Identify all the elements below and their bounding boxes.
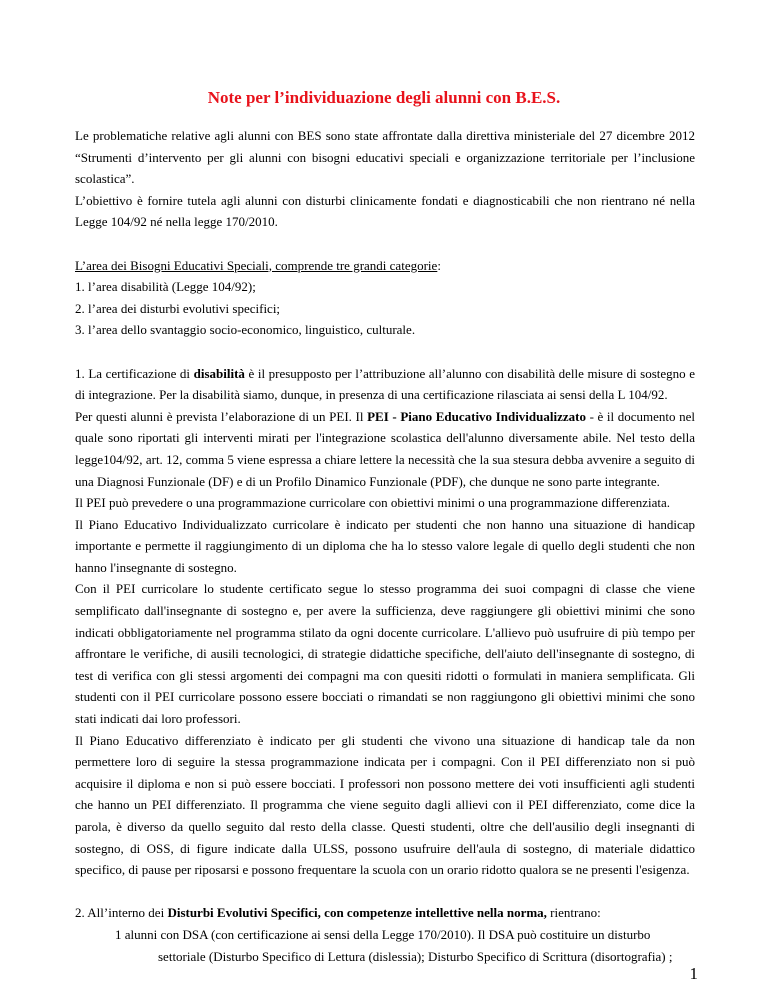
- text-run: 1. La certificazione di: [75, 365, 194, 381]
- category-item: 1. l’area disabilità (Legge 104/92);: [75, 279, 256, 295]
- developmental-paragraph: [75, 902, 695, 924]
- text-run: Per questi alunni è prevista l’elaborazione di un PEI. Il: [75, 408, 368, 424]
- text-run: - è il documento nel quale sono riportati gli interventi mirati per l'integrazione scolastica dell'alunno diversamente abile. Nel testo della legge104/92, art. 12, comma 5 viene espressa a chiare lettere la necessità che la sua stesura debba avvenire a seguito di una Diagnosi Funzionale (DF) e di un Profilo Dinamico Funzionale (PDF), che dunque ne sono parte integrante.: [75, 408, 696, 489]
- text-run: è il presupposto per l’attribuzione all’alunno con disabilità delle misure di sostegno e di integrazione. Per la disabilità siamo, dunque, in presenza di una certificazione rilasciata ai sensi della L 104/92.: [75, 365, 695, 403]
- bold-term: Disturbi Evolutivi Specifici, con competenze intellettive nella norma,: [167, 905, 547, 921]
- text-run: 2. All’interno dei: [75, 905, 168, 921]
- disability-paragraph-1: [75, 363, 695, 406]
- intro-paragraph-2: L’obiettivo è fornire tutela agli alunni con disturbi clinicamente fondati e diagnosticabili che non rientrano né nella Legge 104/92 né nella legge 170/2010.: [75, 192, 695, 230]
- category-item: 3. l’area dello svantaggio socio-economico, linguistico, culturale.: [75, 322, 416, 338]
- disability-paragraph-5: Con il PEI curricolare lo studente certificato segue lo stesso programma dei suoi compagni di classe che viene semplificato dall'insegnante di sostegno e, per avere la sufficienza, deve raggiungere gli obiettivi minimi che sono indicati obbligatoriamente nel programma stilato da ogni docente curricolare. L'allievo può usufruire di più tempo per affrontare le verifiche, di ausili tecnologici, di strategie didattiche specifiche, dell'aiuto dell'insegnante di sostegno, di test di verifica con gli stessi argomenti dei compagni ma con quesiti ridotti o formulati in maniera semplificata. Gli studenti con il PEI curricolare possono essere bocciati o rimandati se non raggiungono gli obiettivi minimi che sono stati indicati dai loro professori.: [75, 581, 695, 727]
- page-number: 1: [689, 964, 698, 983]
- intro-paragraph-1: Le problematiche relative agli alunni con BES sono state affrontate dalla direttiva ministeriale del 27 dicembre 2012 “Strumenti d’intervento per gli alunni con bisogni educativi speciali e organizzazione territoriale per l’inclusione scolastica”.: [75, 128, 695, 187]
- disability-paragraph-6: Il Piano Educativo differenziato è indicato per gli studenti che vivono una situazione di handicap tale da non permettere loro di seguire la stessa programmazione indicata per i compagni. Con il PEI differenziato non si può acquisire il diploma e non si può essere bocciati. I professori non possono mettere dei voti insufficienti agli studenti che hanno un PEI differenziato. Il programma che viene seguito dagli allievi con il PEI differenziato, come dice la parola, è diverso da quello seguito dal resto della classe. Questi studenti, oltre che dell'ausilio degli insegnanti di sostegno, di OSS, di figure indicate dalla ULSS, possono usufruire dell'aula di sostegno, di materiale didattico specifico, di pause per riposarsi e possono frequentare la scuola con un orario ridotto qualora se ne presenti l'esigenza.: [75, 732, 695, 878]
- area-heading-text: L’area dei Bisogni Educativi Speciali, comprende tre grandi categorie: [75, 257, 438, 273]
- disability-paragraph-4: Il Piano Educativo Individualizzato curricolare è indicato per studenti che non hanno una situazione di handicap importante e permette il raggiungimento di un diploma che ha lo stesso valore legale di quello degli studenti che non hanno l'insegnante di sostegno.: [75, 516, 695, 575]
- dsa-item-line-2: settoriale (Disturbo Specifico di Lettura (dislessia); Disturbo Specifico di Scrittura (disortografia) ;: [158, 948, 673, 964]
- disability-paragraph-2: [75, 406, 695, 492]
- area-heading-suffix: :: [437, 257, 441, 273]
- bold-term: disabilità: [193, 365, 245, 381]
- document-body: [75, 125, 695, 967]
- text-run: rientrano:: [546, 905, 601, 921]
- area-heading: [75, 255, 695, 277]
- dsa-item-line-1: 1 alunni con DSA (con certificazione ai sensi della Legge 170/2010). Il DSA può costituire un disturbo: [115, 926, 651, 942]
- category-item: 2. l’area dei disturbi evolutivi specifici;: [75, 300, 281, 316]
- disability-paragraph-3: Il PEI può prevedere o una programmazione curricolare con obiettivi minimi o una programmazione differenziata.: [75, 495, 671, 511]
- bold-term: PEI - Piano Educativo Individualizzato: [367, 408, 586, 424]
- document-title: Note per l’individuazione degli alunni con B.E.S.: [207, 88, 561, 107]
